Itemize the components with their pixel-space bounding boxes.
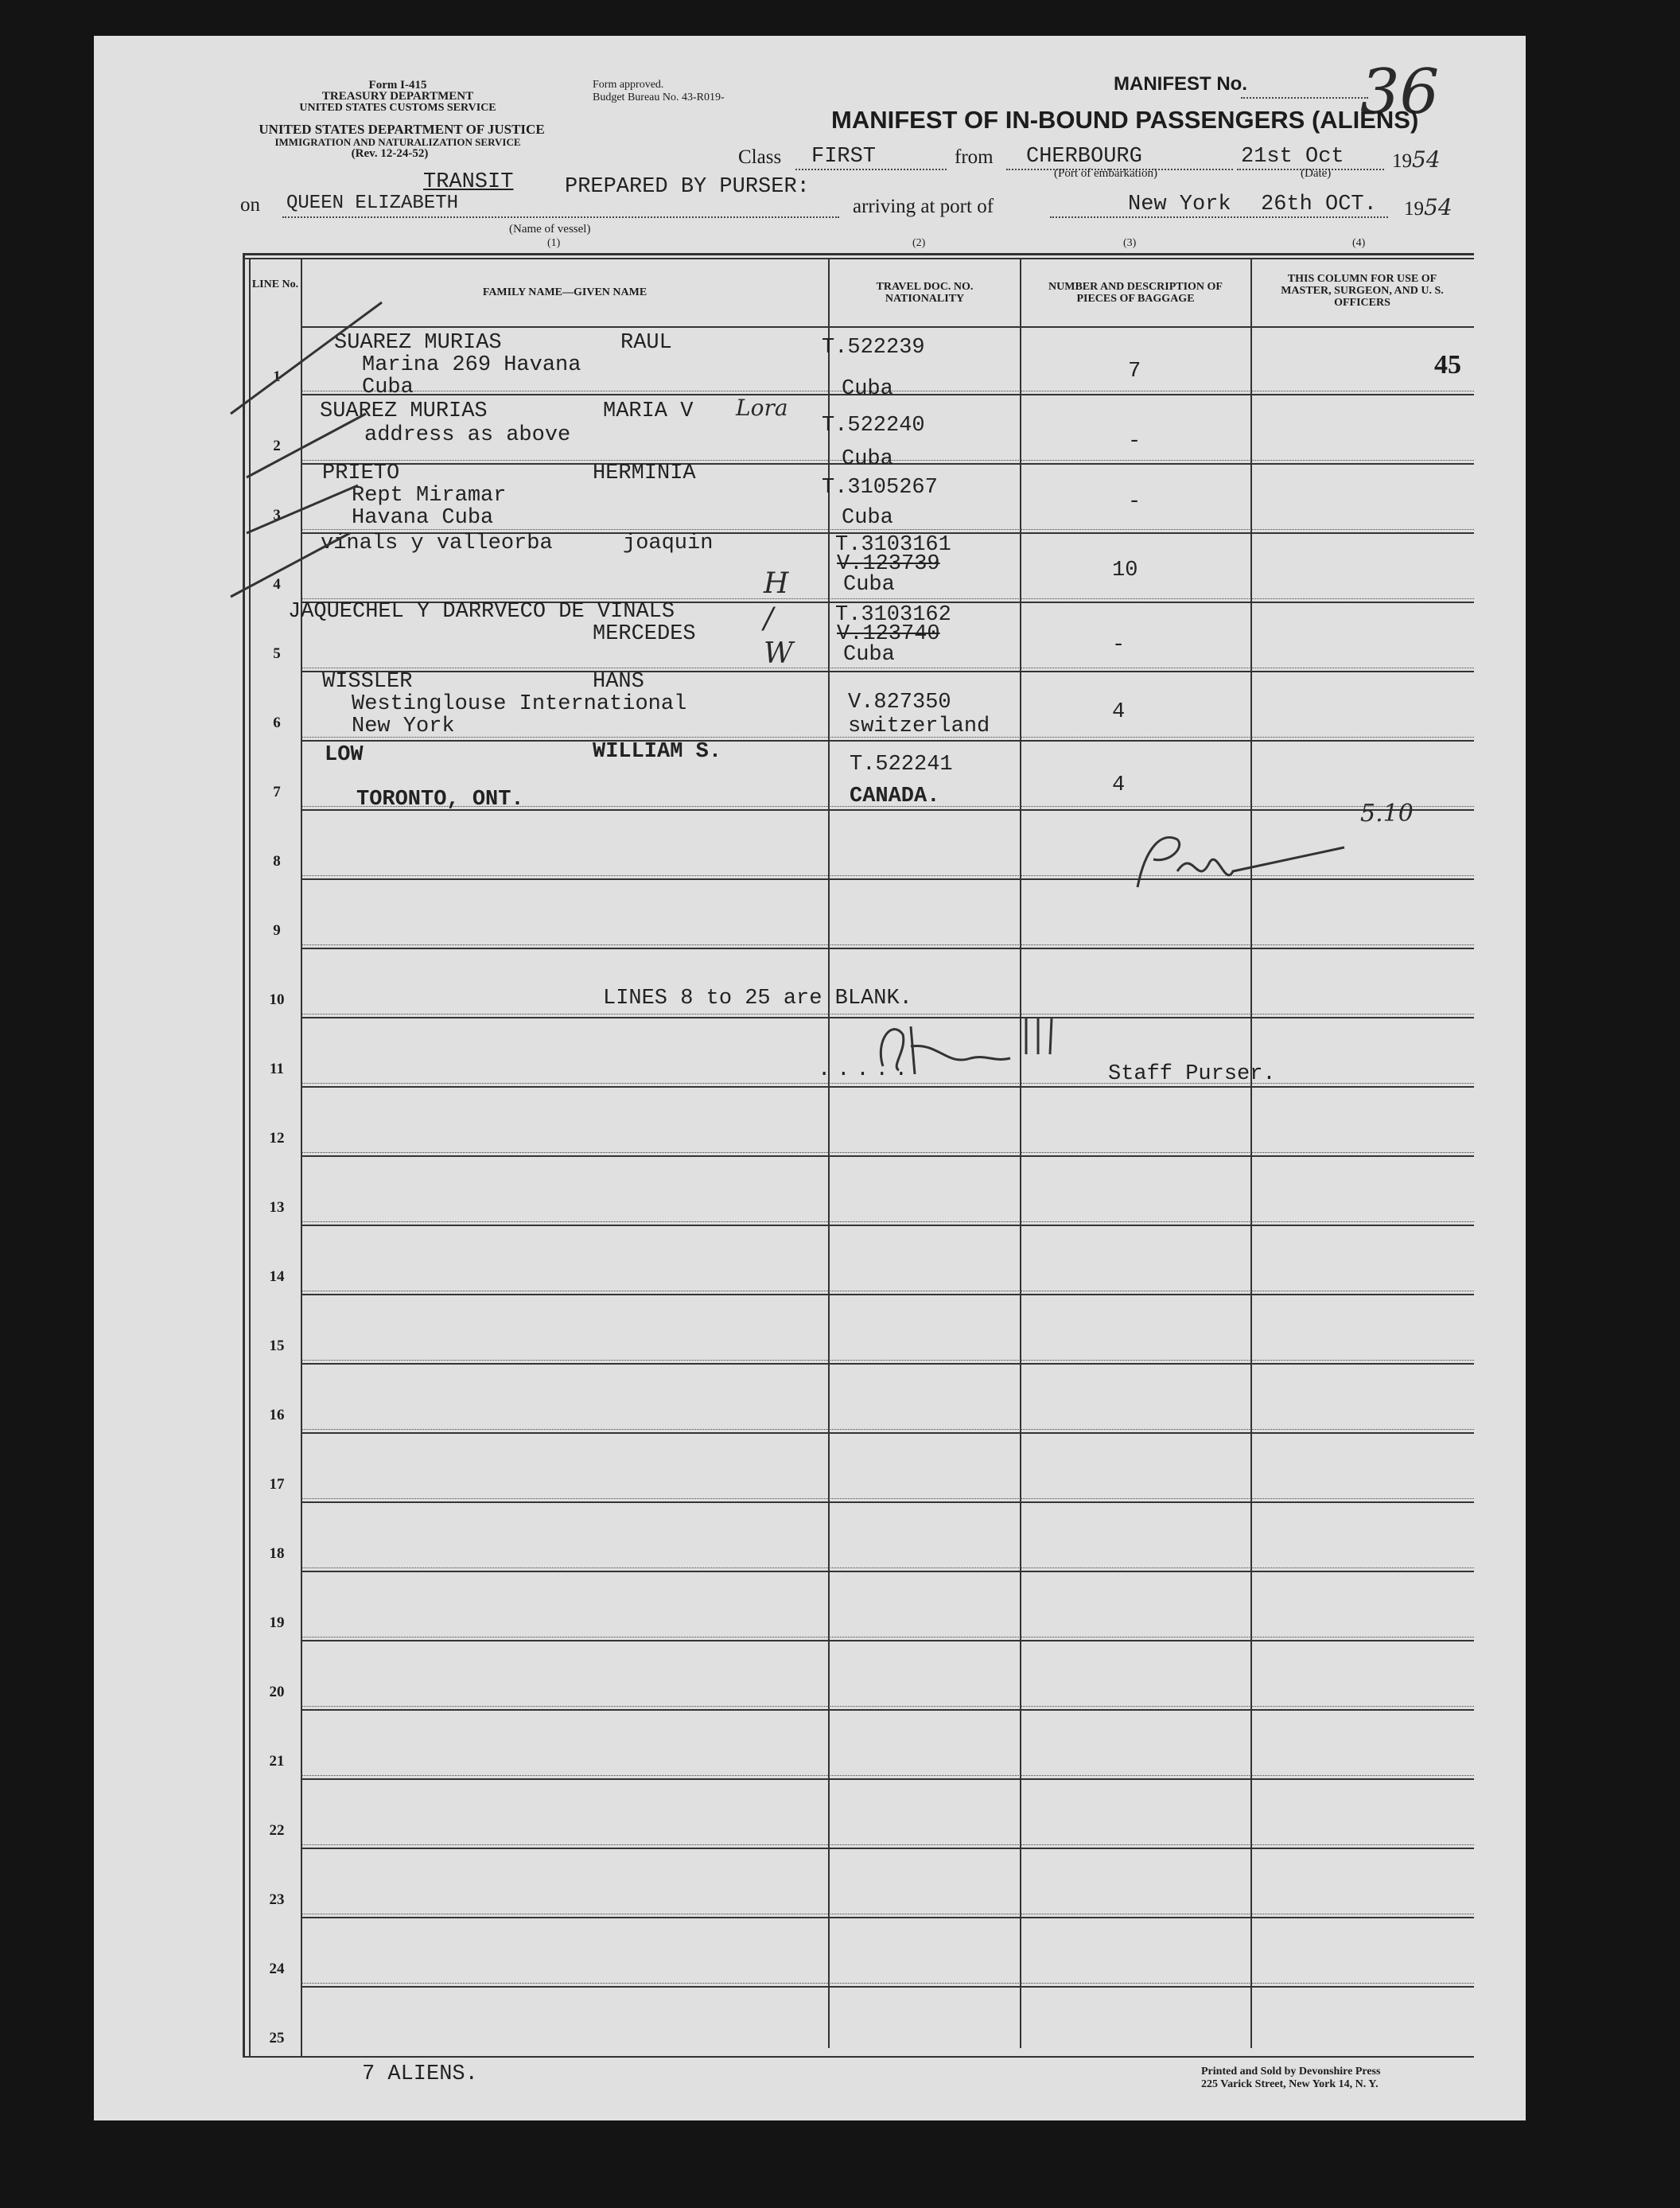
- staff-purser-label: Staff Purser.: [1108, 1062, 1276, 1086]
- nationality: Cuba: [843, 643, 895, 667]
- arrival-port: New York: [1128, 193, 1231, 216]
- family-name: SUAREZ MURIAS: [320, 399, 488, 423]
- row-guide: [301, 1360, 1474, 1361]
- family-name: JAQUECHEL Y DARRVECO DE VINALS: [288, 600, 675, 624]
- row-separator: [301, 1986, 1474, 1988]
- from-label: from: [955, 146, 994, 168]
- date-caption: (Date): [1301, 167, 1332, 180]
- row-separator: [301, 1155, 1474, 1157]
- line-number: 19: [269, 1614, 285, 1631]
- department-of-justice: UNITED STATES DEPARTMENT OF JUSTICE: [259, 122, 545, 137]
- travel-doc: T.3105267: [822, 476, 938, 500]
- handwritten-hw-mark: H / W: [764, 567, 794, 670]
- row-guide: [301, 1567, 1474, 1568]
- row-guide: [301, 944, 1474, 945]
- line-number: 16: [269, 1407, 285, 1423]
- form-approved: Form approved.: [593, 79, 664, 91]
- on-label: on: [240, 194, 260, 216]
- class-value: FIRST: [811, 145, 877, 169]
- row-separator: [301, 1917, 1474, 1918]
- budget-bureau: Budget Bureau No. 43-R019-: [593, 92, 725, 103]
- row-guide: [301, 1637, 1474, 1638]
- address-line-2: New York: [352, 715, 455, 738]
- column-header-doc: TRAVEL DOC. NO. NATIONALITY: [876, 281, 974, 305]
- family-name: PRIETO: [322, 461, 400, 485]
- nationality: Cuba: [842, 447, 893, 471]
- address-line-2: Havana Cuba: [352, 506, 494, 530]
- treasury-department: TREASURY DEPARTMENT: [321, 90, 474, 103]
- address-line-1: Marina 269 Havana: [362, 353, 581, 377]
- nationality: Cuba: [842, 506, 893, 530]
- column-number-1: (1): [547, 237, 561, 249]
- baggage-count: 4: [1112, 700, 1126, 724]
- arriving-label: arriving at port of: [853, 196, 994, 217]
- row-guide: [301, 1775, 1474, 1776]
- baggage-count: 10: [1112, 559, 1138, 582]
- given-name: MARIA V: [603, 399, 694, 423]
- line-number: 18: [269, 1545, 285, 1562]
- class-label: Class: [738, 146, 782, 168]
- total-aliens: 7 ALIENS.: [362, 2062, 478, 2086]
- given-name: HERMINIA: [593, 461, 696, 485]
- line-number: 3: [273, 507, 281, 524]
- manifest-title: MANIFEST OF IN-BOUND PASSENGERS (ALIENS): [831, 106, 1419, 134]
- row-separator: [301, 1432, 1474, 1434]
- handwritten-lora: Lora: [736, 395, 788, 421]
- signature-dots: .....: [818, 1058, 915, 1082]
- embarkation-caption: (Port of embarkation): [1054, 167, 1157, 180]
- row-guide: [301, 1083, 1474, 1084]
- line-number: 22: [269, 1822, 285, 1839]
- nationality: Cuba: [842, 377, 893, 401]
- prepared-by-purser: PREPARED BY PURSER:: [565, 175, 810, 199]
- column-header-baggage: NUMBER AND DESCRIPTION OF PIECES OF BAGGAGE: [1048, 281, 1223, 305]
- row-guide: [301, 598, 1474, 599]
- nationality: CANADA.: [850, 785, 940, 808]
- travel-doc-crossed: V.123740: [837, 622, 940, 646]
- travel-doc-crossed: V.123739: [837, 552, 940, 576]
- baggage-count: -: [1112, 633, 1126, 657]
- line-number: 13: [269, 1199, 285, 1216]
- row-separator: [301, 1640, 1474, 1641]
- arrival-year: 1954: [1404, 194, 1452, 220]
- line-number: 11: [270, 1061, 284, 1077]
- baggage-count: 7: [1128, 360, 1141, 384]
- travel-doc: T.522240: [822, 414, 925, 438]
- row-separator: [301, 1294, 1474, 1295]
- travel-doc: V.827350: [848, 691, 951, 715]
- line-number: 7: [273, 784, 281, 800]
- line-number: 25: [269, 2030, 285, 2046]
- printer-line-2: 225 Varick Street, New York 14, N. Y.: [1201, 2078, 1379, 2090]
- row-separator: [301, 1778, 1474, 1780]
- travel-doc: T.3103162: [835, 603, 951, 627]
- travel-doc: T.522239: [822, 336, 925, 360]
- address-line-1: Rept Miramar: [352, 484, 507, 508]
- row-guide: [301, 1983, 1474, 1984]
- nationality: Cuba: [843, 573, 895, 597]
- line-number: 10: [269, 991, 285, 1008]
- row-separator: [301, 1363, 1474, 1365]
- line-number: 2: [273, 438, 281, 454]
- row-separator: [301, 1848, 1474, 1849]
- embarkation-date: 21st Oct: [1241, 145, 1344, 169]
- row-guide: [301, 1706, 1474, 1707]
- family-name: vinals y valleorba: [321, 532, 553, 555]
- travel-doc: T.522241: [850, 753, 953, 777]
- year-prefix: 1954: [1392, 146, 1441, 173]
- row-separator: [301, 1225, 1474, 1226]
- line-number: 20: [269, 1684, 285, 1700]
- form-number: Form I-415: [368, 79, 427, 92]
- column-number-2: (2): [912, 237, 926, 249]
- manifest-no-label: MANIFEST No.: [1114, 73, 1247, 95]
- line-number: 5: [273, 645, 281, 662]
- row-guide: [301, 1429, 1474, 1430]
- address-line-1: TORONTO, ONT.: [356, 788, 524, 812]
- line-number: 12: [269, 1130, 285, 1147]
- column-header-name: FAMILY NAME—GIVEN NAME: [482, 286, 648, 298]
- arrival-date: 26th OCT.: [1261, 193, 1377, 216]
- page-count: 45: [1434, 350, 1461, 380]
- family-name: LOW: [325, 743, 364, 767]
- row-guide: [301, 1152, 1474, 1153]
- vessel-name: QUEEN ELIZABETH: [286, 193, 459, 214]
- row-guide: [301, 1844, 1474, 1845]
- column-header-line: LINE No.: [251, 278, 299, 290]
- column-number-4: (4): [1352, 237, 1366, 249]
- line-number: 6: [273, 715, 281, 731]
- row-separator: [301, 948, 1474, 949]
- row-separator: [301, 740, 1474, 742]
- line-number: 24: [269, 1961, 285, 1977]
- family-name: WISSLER: [322, 670, 413, 694]
- customs-service: UNITED STATES CUSTOMS SERVICE: [299, 102, 496, 114]
- row-separator: [301, 1501, 1474, 1503]
- line-number: 9: [273, 922, 281, 939]
- line-number: 14: [269, 1268, 285, 1285]
- given-name: joaquin: [623, 532, 714, 555]
- address-line-1: address as above: [364, 423, 571, 447]
- baggage-count: -: [1128, 430, 1141, 454]
- line-number: 17: [269, 1476, 285, 1493]
- handwritten-initials: [1130, 816, 1392, 911]
- row-separator: [301, 1709, 1474, 1711]
- column-header-officers: THIS COLUMN FOR USE OF MASTER, SURGEON, AND U. S. OFFICERS: [1281, 273, 1444, 309]
- line-number: 8: [273, 853, 281, 870]
- nationality: switzerland: [848, 715, 990, 738]
- address-line-1: Westinglouse International: [352, 692, 687, 716]
- row-separator: [301, 1086, 1474, 1088]
- manifest-number: 36: [1360, 56, 1440, 128]
- line-number: 1: [273, 368, 281, 385]
- family-name: SUAREZ MURIAS: [334, 331, 502, 355]
- travel-doc: T.3103161: [835, 533, 951, 557]
- line-number: 15: [269, 1338, 285, 1354]
- embarkation-port: CHERBOURG: [1026, 145, 1142, 169]
- given-name: MERCEDES: [593, 622, 696, 646]
- check-marks: [215, 294, 398, 637]
- address-line-2: Cuba: [362, 376, 414, 399]
- line-number: 21: [269, 1753, 285, 1770]
- row-separator: [301, 1571, 1474, 1572]
- vessel-caption: (Name of vessel): [509, 223, 591, 236]
- line-number: 4: [273, 576, 281, 593]
- row-separator: [301, 671, 1474, 672]
- given-name: HANS: [593, 670, 644, 694]
- row-guide: [301, 1221, 1474, 1222]
- baggage-count: 4: [1112, 773, 1126, 797]
- given-name: RAUL: [620, 331, 672, 355]
- blank-lines-note: LINES 8 to 25 are BLANK.: [603, 987, 912, 1011]
- transit-label: TRANSIT: [423, 170, 514, 194]
- printer-line-1: Printed and Sold by Devonshire Press: [1201, 2066, 1381, 2078]
- revision: (Rev. 12-24-52): [351, 147, 429, 160]
- row-guide: [301, 1498, 1474, 1499]
- line-number: 23: [269, 1891, 285, 1908]
- handwritten-margin-number: 5.10: [1360, 800, 1414, 828]
- given-name: WILLIAM S.: [593, 740, 722, 764]
- column-number-3: (3): [1123, 237, 1137, 249]
- immigration-service: IMMIGRATION AND NATURALIZATION SERVICE: [274, 136, 521, 148]
- baggage-count: -: [1128, 490, 1141, 514]
